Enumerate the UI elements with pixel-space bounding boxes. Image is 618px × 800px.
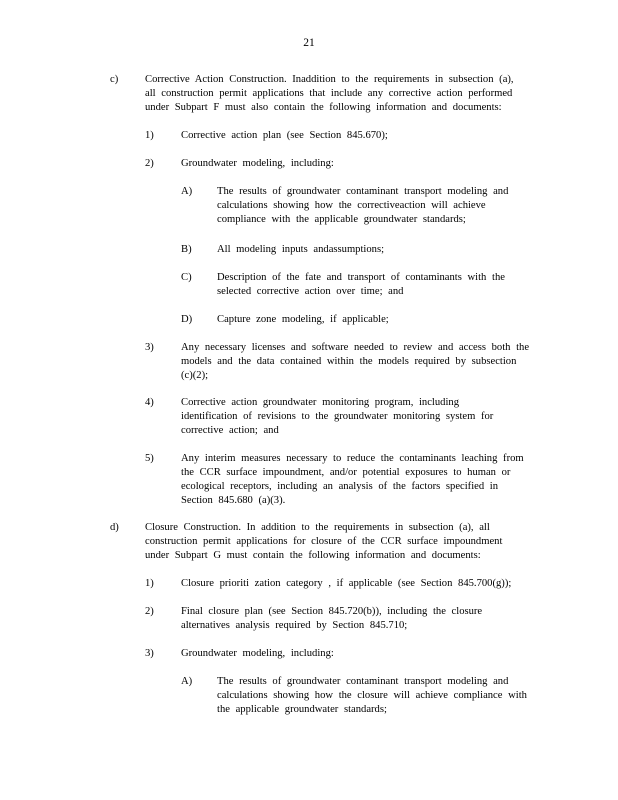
text-line: The results of groundwater contaminant transport modeling and [217,676,509,687]
item-label: 3) [145,342,154,353]
subitem-label: A) [181,676,193,687]
text-line: calculations showing how the correctiveaction will achieve [217,200,486,211]
text-line: all construction permit applications that include any corrective action performed [145,88,513,99]
text-line: Capture zone modeling, if applicable; [217,314,389,325]
item-label: 2) [145,158,154,169]
text-line: Corrective Action Construction. Inaddition to the requirements in subsection (a), [145,74,514,85]
subitem-text [217,185,522,227]
text-line: identification of revisions to the groundwater monitoring system for [181,411,494,422]
item-label: 4) [145,397,154,408]
text-line: selected corrective action over time; and [217,286,404,297]
text-line: Corrective action plan (see Section 845.670); [181,130,388,141]
item-label: 1) [145,578,154,589]
item-label: 5) [145,453,154,464]
text-line: The results of groundwater contaminant transport modeling and [217,186,509,197]
subitem-label: B) [181,244,192,255]
text-line: alternatives analysis required by Section 845.710; [181,620,408,631]
section-c-label: c) [110,74,119,85]
text-line: Section 845.680 (a)(3). [181,495,286,506]
text-line: Corrective action groundwater monitoring program, including [181,397,460,408]
text-line: Any interim measures necessary to reduce the contaminants leaching from [181,453,524,464]
text-line: under Subpart G must contain the following information and documents: [145,550,481,561]
text-line: All modeling inputs andassumptions; [217,244,385,255]
text-line: Description of the fate and transport of contaminants with the [217,272,505,283]
item-text [181,452,536,508]
text-line: ecological receptors, including an analysis of the factors specified in [181,481,499,492]
section-d-text [145,521,510,563]
section-d-label: d) [110,522,119,533]
page-number: 21 [303,37,315,49]
text-line: Closure Construction. In addition to the requirements in subsection (a), all [145,522,490,533]
item-text [181,647,538,661]
text-line: (c)(2); [181,370,209,381]
subitem-label: C) [181,272,192,283]
subitem-label: A) [181,186,193,197]
subitem-text [217,313,522,327]
text-line: the CCR surface impoundment, and/or potential exposures to human or [181,467,511,478]
text-line: Any necessary licenses and software needed to review and access both the [181,342,530,353]
item-label: 2) [145,606,154,617]
text-line: models and the data contained within the models required by subsection [181,356,517,367]
text-line: compliance with the applicable groundwater standards; [217,214,466,225]
text-line: under Subpart F must also contain the following information and documents: [145,102,502,113]
text-line: construction permit applications for closure of the CCR surface impoundment [145,536,503,547]
item-text [181,577,533,591]
text-line: calculations showing how the closure will achieve compliance with [217,690,527,701]
item-label: 3) [145,648,154,659]
subitem-label: D) [181,314,193,325]
item-label: 1) [145,130,154,141]
text-line: Groundwater modeling, including: [181,158,334,169]
text-line: the applicable groundwater standards; [217,704,387,715]
subitem-text [217,675,539,717]
item-text [181,605,491,633]
item-text [181,341,538,383]
item-text [181,157,538,171]
section-c-text [145,73,538,115]
text-line: Closure prioriti zation category , if applicable (see Section 845.700(g)); [181,578,512,589]
text-line: Groundwater modeling, including: [181,648,334,659]
text-line: corrective action; and [181,425,279,436]
item-text [181,396,510,438]
subitem-text [217,271,514,299]
subitem-text [217,243,522,257]
text-line: Final closure plan (see Section 845.720(b)), including the closure [181,606,483,617]
item-text [181,129,538,143]
